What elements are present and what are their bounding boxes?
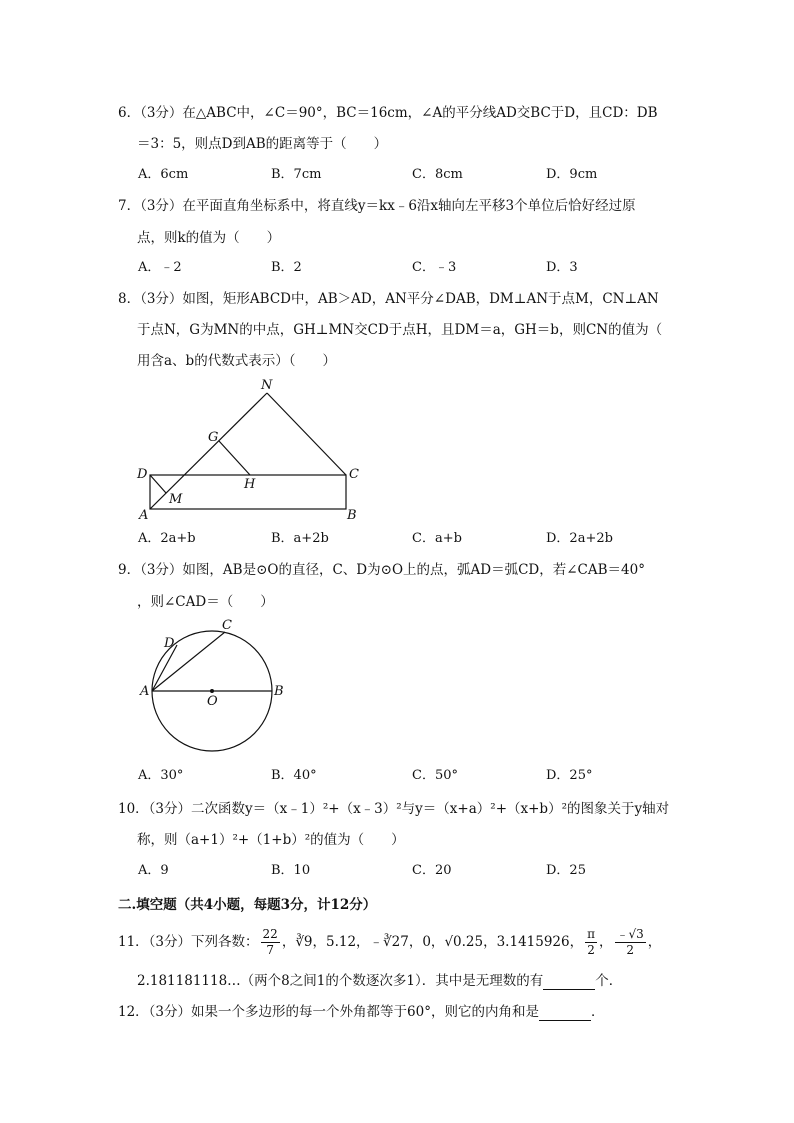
label-b: B (274, 684, 284, 699)
q9-option-b: B．40° (271, 768, 317, 783)
q7-stem-line1: 7．（3分）在平面直角坐标系中，将直线y＝kx﹣6沿x轴向左平移3个单位后恰好经过原 (118, 198, 636, 214)
label-h: H (244, 477, 256, 492)
chord-ad (152, 645, 177, 691)
chord-ac (152, 632, 225, 691)
frac3-num: ﹣√3 (616, 927, 644, 941)
q6-option-d: D．9cm (546, 167, 598, 182)
q9-option-a: A．30° (138, 768, 184, 783)
q9-option-c: C．50° (412, 768, 458, 783)
q10-option-b: B．10 (271, 863, 311, 878)
fraction-22-7 (261, 927, 280, 958)
q7-option-a: A．﹣2 (138, 260, 182, 275)
q6-stem-line1: 6．（3分）在△ABC中，∠C＝90°，BC＝16cm，∠A的平分线AD交BC于D，且CD：DB (118, 105, 658, 121)
label-o: O (207, 694, 218, 709)
q9-figure-circle (135, 615, 295, 760)
q11-stem-line1: 11．（3分）下列各数： $\frac{22}{7}$ ，∛9，5.12，﹣∛27，0，√0.25，3.1415926， $\frac{\pi}{2}$ ， $\frac{﹣√3}{2}$ ， (118, 927, 662, 957)
q7-stem-line2: 点，则k的值为（ ） (137, 230, 281, 246)
q10-stem-line1: 10．（3分）二次函数y＝（x﹣1）²+（x﹣3）²与y＝（x+a）²+（x+b）²的图象关于y轴对 (118, 801, 670, 817)
label-d: D (137, 467, 148, 482)
frac2-den: 2 (587, 943, 595, 957)
label-n: N (261, 378, 273, 393)
q10-option-d: D．25 (546, 863, 586, 878)
line-cn (267, 393, 346, 475)
label-a: A (139, 508, 149, 523)
q8-option-a: A．2a+b (138, 531, 196, 546)
q10-stem-line2: 称，则（a+1）²+（1+b）²的值为（ ） (137, 832, 405, 848)
label-a: A (140, 684, 150, 699)
frac3-den: 2 (626, 943, 634, 957)
label-m: M (169, 492, 183, 507)
q8-option-b: B．a+2b (271, 531, 329, 546)
q11-stem-line2 (137, 972, 622, 990)
q11-roots: ∛9，5.12，﹣∛27，0， (295, 934, 445, 950)
q12-answer-blank[interactable] (539, 1007, 591, 1021)
q9-option-d: D．25° (546, 768, 593, 783)
label-g: G (208, 430, 219, 445)
frac1-den: 7 (266, 943, 274, 957)
q11-line2-end: 个． (595, 973, 623, 989)
q9-stem-line1: 9．（3分）如图，AB是⊙O的直径，C、D为⊙O上的点，弧AD＝弧CD，若∠CAB＝40° (118, 562, 645, 578)
q12-text: 12．（3分）如果一个多边形的每一个外角都等于60°，则它的内角和是 (118, 1004, 539, 1020)
fraction-pi-2 (585, 927, 597, 958)
q11-line2-text: 2.181181118…（两个8之间1的个数逐次多1）．其中是无理数的有 (137, 973, 544, 989)
q7-option-c: C．﹣3 (412, 260, 457, 275)
label-c: C (222, 618, 232, 633)
q11-prefix: 11．（3分）下列各数： (118, 934, 259, 950)
q8-stem-line3: 用含a、b的代数式表示）（ ） (137, 353, 336, 369)
q8-option-c: C．a+b (412, 531, 462, 546)
label-b: B (347, 508, 357, 523)
fraction-sqrt3-2 (615, 927, 646, 958)
q11-sqrt: √0.25，3.1415926， (444, 934, 584, 950)
q12-end: ． (590, 1004, 605, 1020)
q10-option-a: A．9 (138, 863, 169, 878)
line-gh (219, 441, 250, 475)
frac1-num: 22 (262, 927, 278, 941)
label-d: D (164, 636, 175, 651)
section-fill-in-heading: 二.填空题（共4小题，每题3分，计12分） (118, 897, 377, 913)
q8-stem-line2: 于点N，G为MN的中点，GH⊥MN交CD于点H，且DM＝a，GH＝b，则CN的值为（ (137, 322, 663, 338)
q9-stem-line2: ，则∠CAD＝（ ） (137, 594, 274, 610)
frac2-num: π (587, 927, 595, 941)
label-c: C (349, 467, 359, 482)
q7-option-b: B．2 (271, 260, 302, 275)
q7-option-d: D．3 (546, 260, 578, 275)
q6-option-c: C．8cm (412, 167, 463, 182)
center-point (210, 689, 214, 693)
q8-option-d: D．2a+2b (546, 531, 613, 546)
q10-option-c: C．20 (412, 863, 452, 878)
q11-answer-blank[interactable] (543, 976, 595, 990)
q6-option-a: A．6cm (138, 167, 189, 182)
q6-option-b: B．7cm (271, 167, 322, 182)
q8-figure-rectangle (130, 375, 370, 525)
q8-stem-line1: 8．（3分）如图，矩形ABCD中，AB＞AD，AN平分∠DAB，DM⊥AN于点M，CN⊥AN (118, 291, 659, 307)
line-dm (150, 475, 166, 493)
q6-stem-line2: ＝3：5，则点D到AB的距离等于（ ） (137, 136, 388, 152)
q12-stem (118, 1003, 604, 1021)
